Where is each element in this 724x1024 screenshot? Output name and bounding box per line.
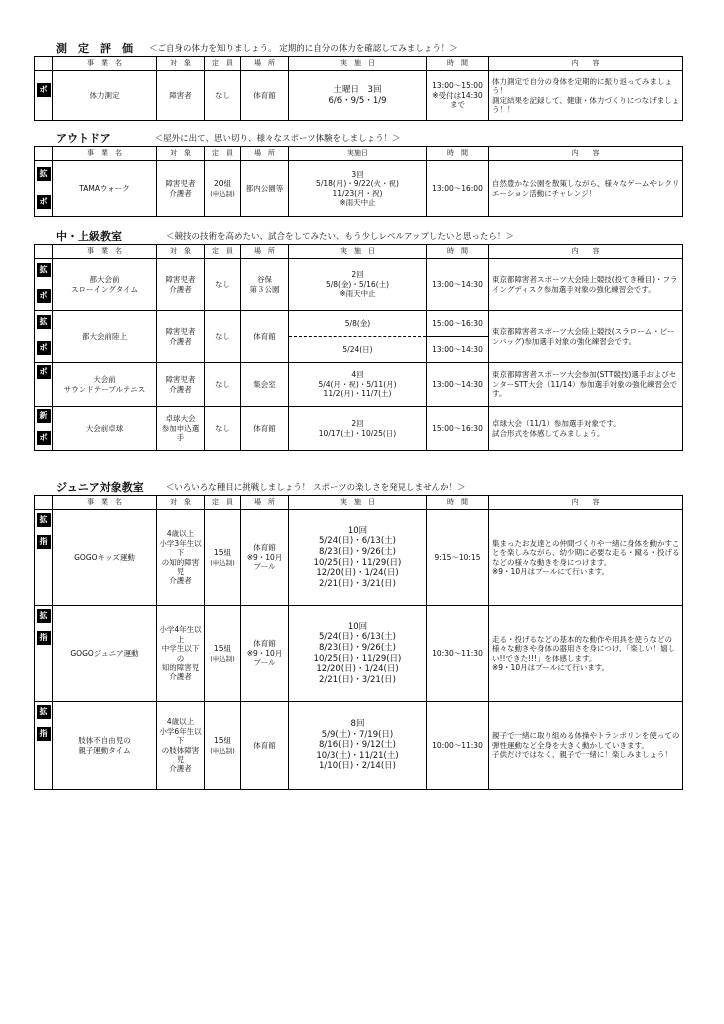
event-place: 体育館 ※9・10月 プール xyxy=(241,510,289,606)
event-content: 親子で一緒に取り組める体操やトランポリンを使っての弾性運動など全身を大きく動かしていきます。 子供だけではなく、親子で一緒に！楽しみましょう！ xyxy=(489,702,683,790)
event-target: 障害児者 介護者 xyxy=(157,161,205,217)
bo-tag: ボ xyxy=(37,341,51,355)
event-dates: 10回 5/24(日)・6/13(土) 8/23(日)・9/26(土) 10/25(日)・11/29(日) 12/20(日)・1/24(日) 2/21(日)・3/21(日) xyxy=(289,510,427,606)
bo-tag: ボ xyxy=(37,83,51,97)
event-time: 13:00～16:00 xyxy=(427,161,489,217)
event-capacity xyxy=(205,510,241,606)
event-place: 集会室 xyxy=(241,363,289,407)
measurement-table xyxy=(34,56,683,121)
event-dates: 4回 5/4(月・祝)・5/11(月) 11/2(月)・11/7(土) xyxy=(289,363,427,407)
event-time: 10:30～11:30 xyxy=(427,606,489,702)
event-content: 自然豊かな公園を散策しながら、様々なゲームやレクリエーション活動にチャレンジ！ xyxy=(489,161,683,217)
event-content: 卓球大会（11/1）参加選手対象です。 試合形式を体感してみましょう。 xyxy=(489,407,683,451)
event-time: 9:15～10:15 xyxy=(427,510,489,606)
event-content: 走る・投げるなどの基本的な動作や用具を使うなどの様々な動きや身体の器用さを身につけ、「楽しい！嬉しい!!できた!!!」を体感します。 ※9・10月はプールにて行います。 xyxy=(489,606,683,702)
header-time: 時 間 xyxy=(427,57,489,71)
shi-tag: 指 xyxy=(37,727,51,741)
table-row xyxy=(35,311,683,337)
header-target: 対 象 xyxy=(157,245,205,259)
header-capacity: 定 員 xyxy=(205,245,241,259)
event-content: 体力測定で自分の身体を定期的に振り返ってみましょう！ 測定結果を記録して、健康・体力づくりにつなげましょう！！ xyxy=(489,71,683,121)
header-place: 場 所 xyxy=(241,245,289,259)
section-advanced-header xyxy=(56,229,514,243)
header-dates: 実 施 日 xyxy=(289,496,427,510)
table-row xyxy=(35,510,683,606)
header-event: 事 業 名 xyxy=(53,57,157,71)
header-content: 内 容 xyxy=(489,147,683,161)
outdoor-table xyxy=(34,146,683,217)
event-content: 東京都障害者スポーツ大会参加(STT競技)選手およびセンターSTT大会（11/14）参加選手対象の強化練習会です。 xyxy=(489,363,683,407)
tag-cell xyxy=(35,259,53,311)
event-dates: 8回 5/9(土)・7/19(日) 8/16(日)・9/12(土) 10/3(土)・11/21(土) 1/10(日)・2/14(日) xyxy=(289,702,427,790)
event-time: 13:00～14:30 xyxy=(427,363,489,407)
event-content: 集まったお友達との仲間づくりや一緒に身体を動かすことを楽しみながら、幼少期に必要な走る・蹴る・投げるなどの様々な動きを身につけます。 ※9・10月はプールにて行います。 xyxy=(489,510,683,606)
event-content: 東京都障害者スポーツ大会陸上競技(投てき種目)・フライングディスク参加選手対象の強化練習会です。 xyxy=(489,259,683,311)
event-time: 13:00～15:00 ※受付は14:30 まで xyxy=(427,71,489,121)
header-mark xyxy=(35,496,53,510)
capacity-value: 15組 xyxy=(213,736,232,746)
event-name: GOGOジュニア運動 xyxy=(53,606,157,702)
header-target: 対 象 xyxy=(157,57,205,71)
capacity-value: 15組 xyxy=(213,548,232,558)
kaku-tag: 拡 xyxy=(37,315,51,329)
event-name: 肢体不自由児の 親子運動タイム xyxy=(53,702,157,790)
tag-cell xyxy=(35,363,53,407)
header-content: 内 容 xyxy=(489,245,683,259)
junior-table xyxy=(34,495,683,790)
header-place: 場 所 xyxy=(241,57,289,71)
event-target: 卓球大会 参加申込選手 xyxy=(157,407,205,451)
event-name: 都大会前 スローイングタイム xyxy=(53,259,157,311)
header-capacity: 定 員 xyxy=(205,496,241,510)
event-dates: 10回 5/24(日)・6/13(土) 8/23(日)・9/26(土) 10/25(日)・11/29(日) 12/20(日)・1/24(日) 2/21(日)・3/21(日) xyxy=(289,606,427,702)
shi-tag: 指 xyxy=(37,631,51,645)
event-time-1: 15:00～16:30 xyxy=(427,311,489,337)
table-row xyxy=(35,161,683,217)
section-subtitle: ＜いろいろな種目に挑戦しましょう！ スポーツの楽しさを発見しませんか！＞ xyxy=(165,483,466,493)
tag-cell xyxy=(35,407,53,451)
capacity-note: (申込制) xyxy=(210,558,235,567)
event-name: 大会前 サウンドテーブルテニス xyxy=(53,363,157,407)
event-name: 都大会前陸上 xyxy=(53,311,157,363)
event-place: 体育館 xyxy=(241,702,289,790)
section-junior-header xyxy=(56,480,466,494)
event-target: 小学4年生以上 中学生以下の 知的障害児 介護者 xyxy=(157,606,205,702)
section-title: ジュニア対象教室 xyxy=(56,481,144,494)
event-capacity xyxy=(205,161,241,217)
bo-tag: ボ xyxy=(37,431,51,445)
capacity-value: 20組 xyxy=(213,179,232,189)
event-capacity: なし xyxy=(205,407,241,451)
header-target: 対 象 xyxy=(157,147,205,161)
table-row xyxy=(35,407,683,451)
event-dates: 2回 10/17(土)・10/25(日) xyxy=(289,407,427,451)
event-name: 体力測定 xyxy=(53,71,157,121)
event-place: 体育館 xyxy=(241,407,289,451)
header-mark xyxy=(35,147,53,161)
header-content: 内 容 xyxy=(489,57,683,71)
event-place: 体育館 xyxy=(241,311,289,363)
section-title: 中・上級教室 xyxy=(56,230,122,243)
section-title: 測 定 評 価 xyxy=(56,42,133,55)
tag-cell xyxy=(35,161,53,217)
header-time: 時 間 xyxy=(427,147,489,161)
event-capacity xyxy=(205,606,241,702)
header-dates: 実 施 日 xyxy=(289,245,427,259)
event-capacity: なし xyxy=(205,363,241,407)
section-title: アウトドア xyxy=(56,132,111,145)
event-dates: 土曜日 3回 6/6・9/5・1/9 xyxy=(289,71,427,121)
bo-tag: ボ xyxy=(37,289,51,303)
event-time: 10:00～11:30 xyxy=(427,702,489,790)
event-target: 障害児者 介護者 xyxy=(157,363,205,407)
header-content: 内 容 xyxy=(489,496,683,510)
event-place: 谷保 第３公園 xyxy=(241,259,289,311)
section-measurement-header xyxy=(56,41,458,55)
capacity-note: (申込制) xyxy=(210,654,235,663)
header-capacity: 定 員 xyxy=(205,57,241,71)
header-dates: 実施日 xyxy=(289,147,427,161)
event-date-1: 5/8(金) xyxy=(289,311,427,337)
event-target: 4歳以上 小学3年生以下 の知的障害児 介護者 xyxy=(157,510,205,606)
event-target: 障害児者 介護者 xyxy=(157,259,205,311)
header-event: 事 業 名 xyxy=(53,496,157,510)
event-dates: 2回 5/8(金)・5/16(土) ※雨天中止 xyxy=(289,259,427,311)
kaku-tag: 拡 xyxy=(37,513,51,527)
event-capacity: なし xyxy=(205,259,241,311)
tag-cell xyxy=(35,702,53,790)
capacity-value: 15組 xyxy=(213,644,232,654)
capacity-note: (申込制) xyxy=(210,189,235,198)
event-time: 13:00～14:30 xyxy=(427,259,489,311)
header-target: 対 象 xyxy=(157,496,205,510)
kaku-tag: 拡 xyxy=(37,609,51,623)
event-content: 東京都障害者スポーツ大会陸上競技(スラローム・ビーンバッグ)参加選手対象の強化練習会です。 xyxy=(489,311,683,363)
shi-tag: 指 xyxy=(37,535,51,549)
table-row xyxy=(35,71,683,121)
tag-cell xyxy=(35,311,53,363)
bo-tag: ボ xyxy=(37,195,51,209)
tag-cell xyxy=(35,71,53,121)
event-target: 障害者 xyxy=(157,71,205,121)
event-time: 15:00～16:30 xyxy=(427,407,489,451)
bo-tag: ボ xyxy=(37,365,51,379)
table-row xyxy=(35,363,683,407)
event-target: 障害児者 介護者 xyxy=(157,311,205,363)
event-name: TAMAウォーク xyxy=(53,161,157,217)
table-row xyxy=(35,259,683,311)
header-place: 場 所 xyxy=(241,496,289,510)
event-dates: 3回 5/18(月)・9/22(火・祝) 11/23(月・祝) ※雨天中止 xyxy=(289,161,427,217)
advanced-table xyxy=(34,244,683,451)
event-place: 体育館 ※9・10月 プール xyxy=(241,606,289,702)
section-subtitle: ＜競技の技術を高めたい、試合をしてみたい、もう少しレベルアップしたいと思ったら！＞ xyxy=(166,232,514,242)
header-mark xyxy=(35,245,53,259)
capacity-note: (申込制) xyxy=(210,746,235,755)
kaku-tag: 拡 xyxy=(37,167,51,181)
shin-tag: 新 xyxy=(37,409,51,423)
event-target: 4歳以上 小学6年生以下 の肢体障害児 介護者 xyxy=(157,702,205,790)
header-place: 場 所 xyxy=(241,147,289,161)
kaku-tag: 拡 xyxy=(37,705,51,719)
section-subtitle: ＜屋外に出て、思い切り、様々なスポーツ体験をしましょう！＞ xyxy=(154,134,401,144)
header-mark xyxy=(35,57,53,71)
header-time: 時 間 xyxy=(427,245,489,259)
kaku-tag: 拡 xyxy=(37,263,51,277)
event-capacity: なし xyxy=(205,311,241,363)
header-event: 事 業 名 xyxy=(53,147,157,161)
event-capacity xyxy=(205,702,241,790)
header-time: 時 間 xyxy=(427,496,489,510)
event-date-2: 5/24(日) xyxy=(289,337,427,363)
table-row xyxy=(35,702,683,790)
event-place: 都内公園等 xyxy=(241,161,289,217)
event-place: 体育館 xyxy=(241,71,289,121)
header-event: 事 業 名 xyxy=(53,245,157,259)
event-name: 大会前卓球 xyxy=(53,407,157,451)
header-dates: 実 施 日 xyxy=(289,57,427,71)
section-subtitle: ＜ご自身の体力を知りましょう。 定期的に自分の体力を確認してみましょう！＞ xyxy=(149,44,458,54)
event-time-2: 13:00～14:30 xyxy=(427,337,489,363)
header-capacity: 定 員 xyxy=(205,147,241,161)
tag-cell xyxy=(35,510,53,606)
event-name: GOGOキッズ運動 xyxy=(53,510,157,606)
section-outdoor-header xyxy=(56,131,401,145)
table-row xyxy=(35,606,683,702)
event-capacity: なし xyxy=(205,71,241,121)
tag-cell xyxy=(35,606,53,702)
